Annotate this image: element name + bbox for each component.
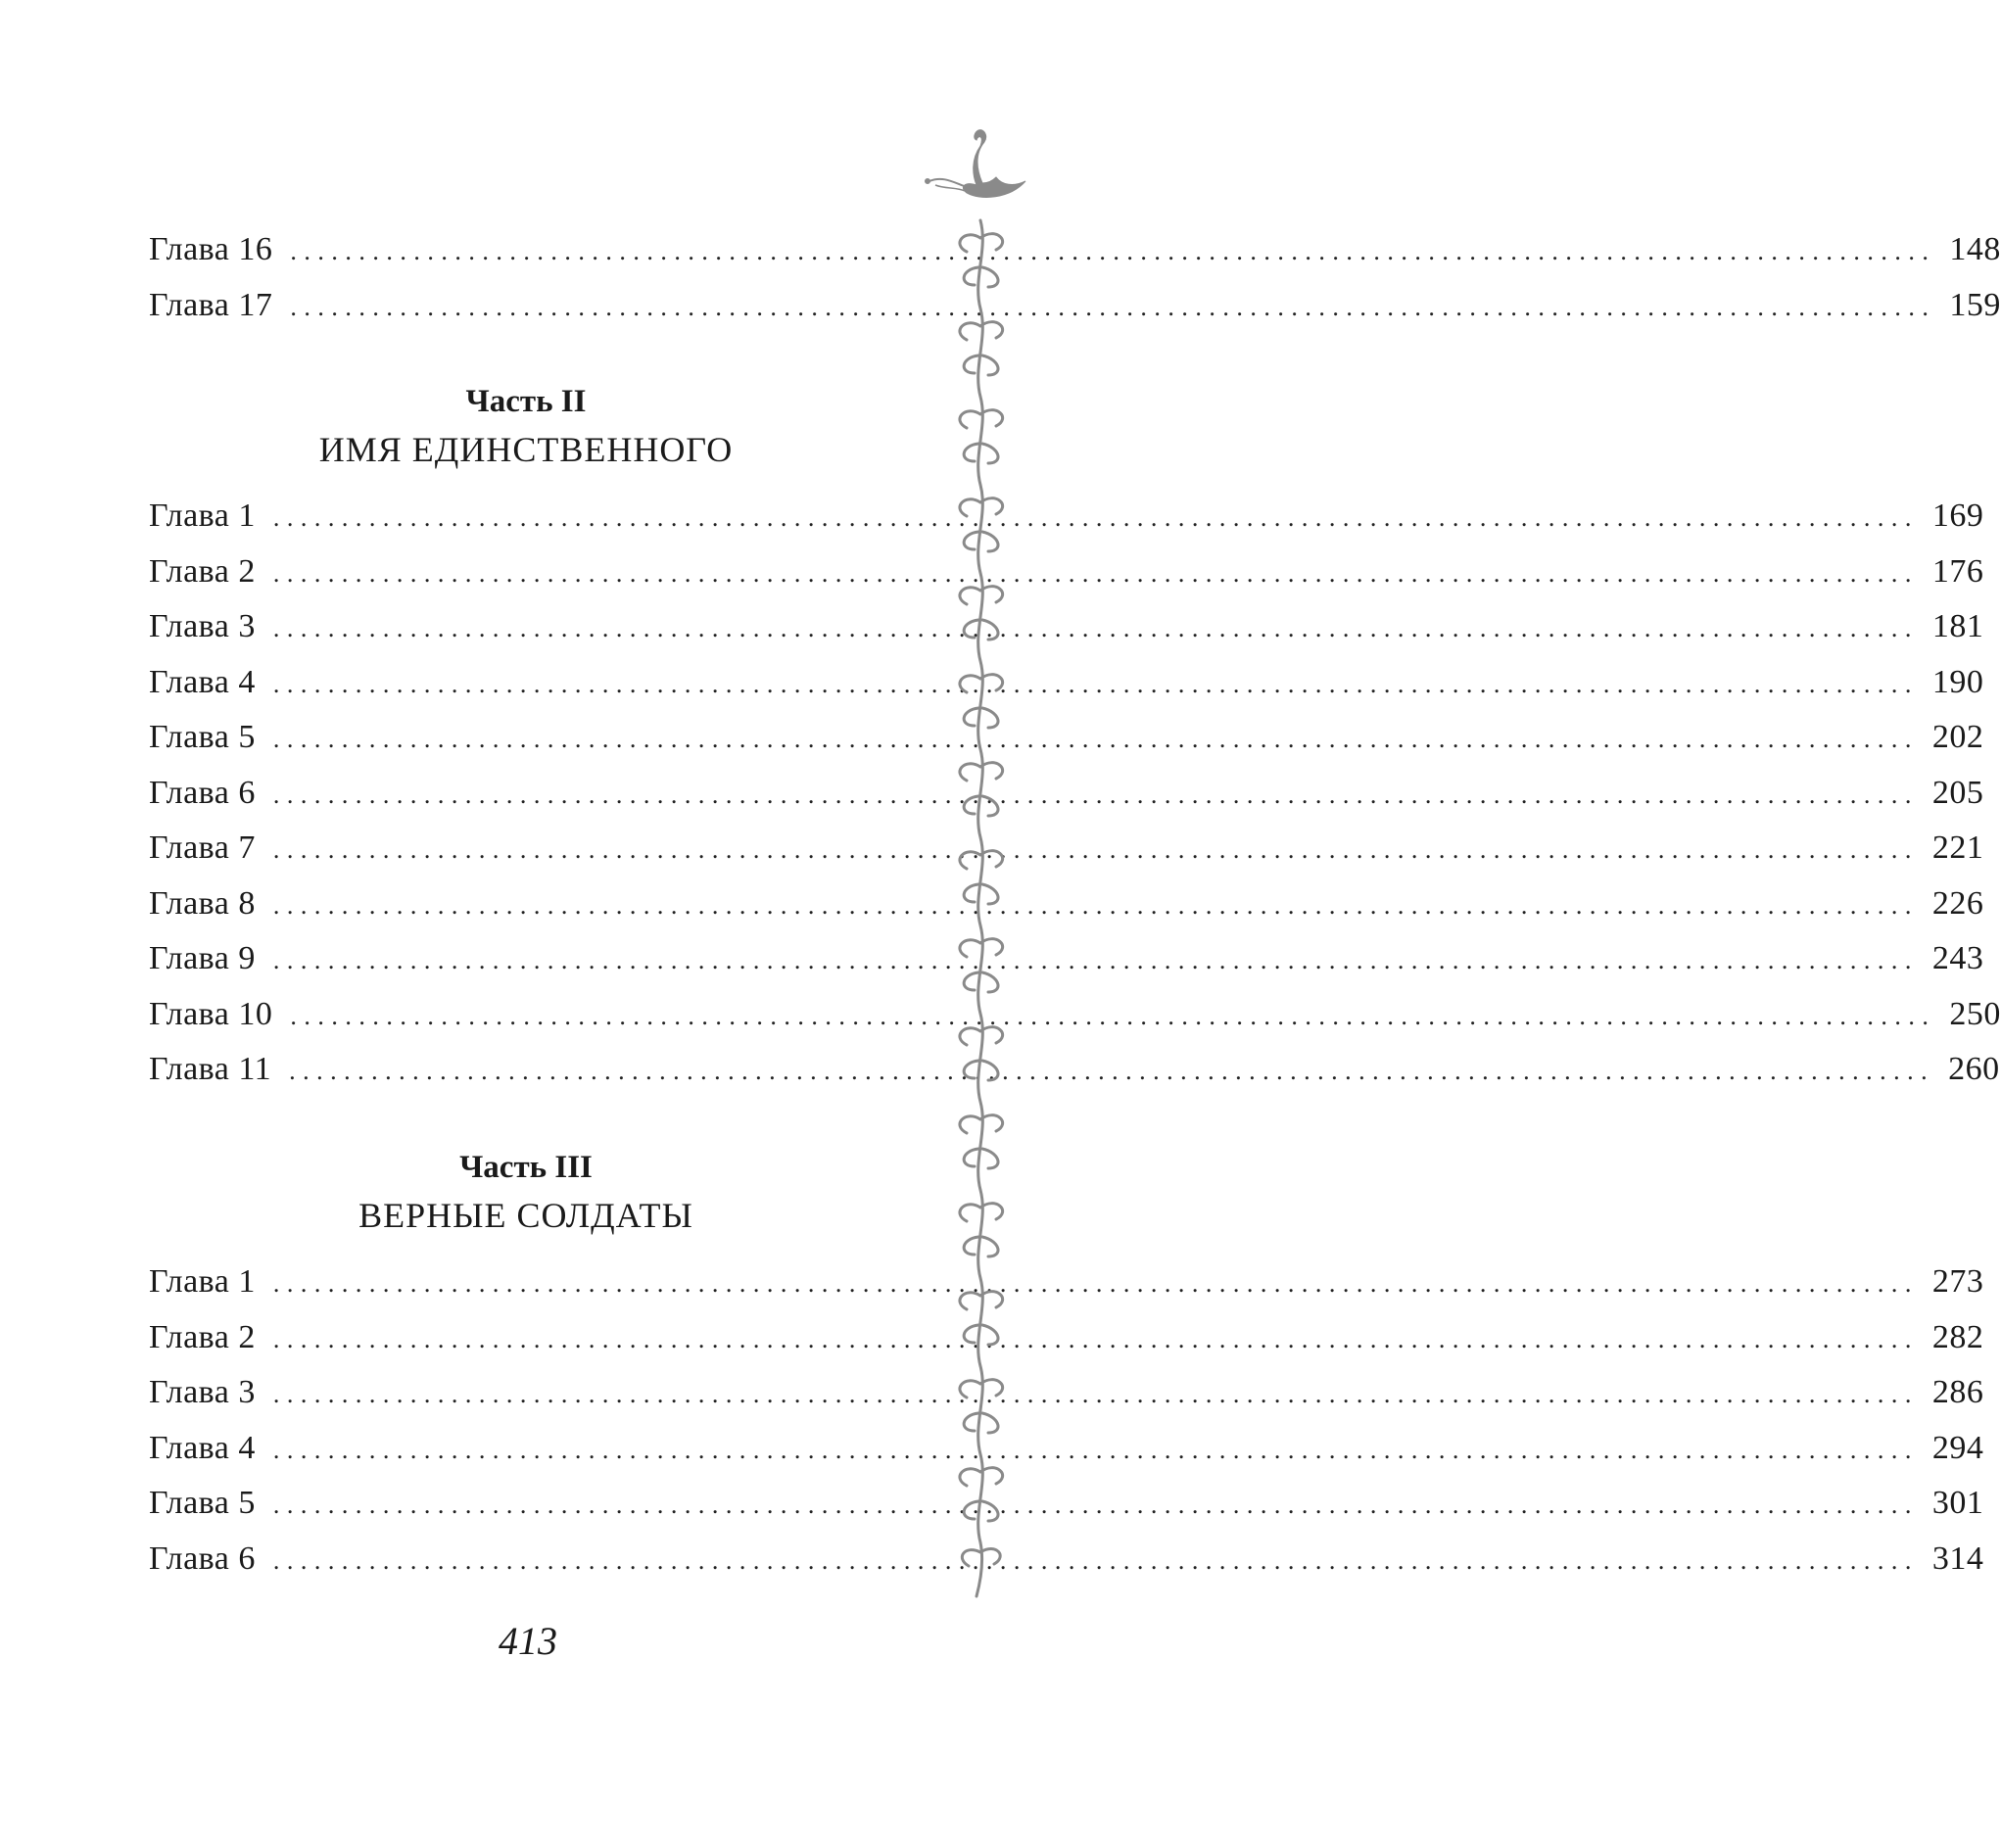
- chapter-page-number: 286: [1931, 1374, 1984, 1410]
- toc-entry: [149, 498, 1984, 543]
- chapter-page-number: 294: [1931, 1430, 1984, 1466]
- chapter-label: Глава 1: [149, 1263, 256, 1300]
- leader-dots: ........................................................................................................................: [272, 1436, 1919, 1464]
- chapter-page-number: 205: [1931, 775, 1984, 811]
- chapter-page-number: 273: [1931, 1263, 1984, 1300]
- toc-entry: [149, 608, 1984, 653]
- chapter-label: Глава 7: [149, 829, 256, 866]
- leader-dots: ........................................................................................................................: [272, 1491, 1919, 1519]
- chapter-label: Глава 4: [149, 664, 256, 700]
- chapter-page-number: 301: [1931, 1485, 1984, 1521]
- toc-entry: [149, 1540, 1984, 1586]
- leader-dots: ........................................................................................................................: [290, 293, 1936, 321]
- leader-dots: ........................................................................................................................: [272, 1380, 1919, 1408]
- chapter-label: Глава 2: [149, 1319, 256, 1355]
- chapter-label: Глава 11: [149, 1051, 272, 1087]
- chapter-page-number: 221: [1931, 829, 1984, 866]
- toc-entry: [149, 996, 2001, 1041]
- chapter-page-number: 169: [1931, 498, 1984, 534]
- chapter-label: Глава 3: [149, 1374, 256, 1410]
- swan-icon: [926, 130, 1026, 198]
- toc-entry: [149, 664, 1984, 709]
- chapter-label: Глава 6: [149, 775, 256, 811]
- toc-entry: [149, 885, 1984, 930]
- chapter-label: Глава 2: [149, 553, 256, 590]
- leader-dots: ........................................................................................................................: [272, 781, 1919, 809]
- ornament: [916, 113, 1053, 1640]
- chapter-label: Глава 16: [149, 231, 273, 267]
- leader-dots: ........................................................................................................................: [290, 237, 1936, 265]
- chapter-label: Глава 4: [149, 1430, 256, 1466]
- leader-dots: ........................................................................................................................: [272, 835, 1919, 864]
- toc-entry: [149, 940, 1984, 985]
- toc-entry: [149, 775, 1984, 820]
- toc-entry: [149, 553, 1984, 598]
- chapter-page-number: 159: [1949, 287, 2001, 323]
- part-name: ИМЯ ЕДИНСТВЕННОГО: [318, 430, 734, 469]
- chapter-label: Глава 10: [149, 996, 273, 1032]
- chapter-label: Глава 8: [149, 885, 256, 922]
- leader-dots: ........................................................................................................................: [272, 670, 1919, 698]
- leader-dots: ........................................................................................................................: [272, 614, 1919, 642]
- part-title: Часть III: [459, 1150, 593, 1185]
- chapter-page-number: 314: [1931, 1540, 1984, 1577]
- chapter-page-number: 226: [1931, 885, 1984, 922]
- part-name: ВЕРНЫЕ СОЛДАТЫ: [358, 1196, 693, 1235]
- chapter-label: Глава 9: [149, 940, 256, 976]
- chapter-label: Глава 17: [149, 287, 273, 323]
- leader-dots: ........................................................................................................................: [272, 503, 1919, 532]
- leader-dots: ........................................................................................................................: [289, 1057, 1935, 1085]
- leader-dots: ........................................................................................................................: [272, 946, 1919, 974]
- chapter-page-number: 148: [1949, 231, 2001, 267]
- leader-dots: ........................................................................................................................: [272, 1269, 1919, 1298]
- chapter-label: Глава 1: [149, 498, 256, 534]
- chapter-page-number: 202: [1931, 719, 1984, 755]
- chapter-label: Глава 3: [149, 608, 256, 644]
- leader-dots: ........................................................................................................................: [272, 1325, 1919, 1353]
- toc-entry: [149, 1319, 1984, 1364]
- chapter-label: Глава 5: [149, 719, 256, 755]
- chapter-page-number: 181: [1931, 608, 1984, 644]
- vine-border-icon: [960, 220, 1003, 1596]
- toc-entry: [149, 1485, 1984, 1530]
- leader-dots: ........................................................................................................................: [272, 1546, 1919, 1575]
- leader-dots: ........................................................................................................................: [272, 725, 1919, 753]
- chapter-page-number: 260: [1948, 1051, 2000, 1087]
- chapter-page-number: 250: [1949, 996, 2001, 1032]
- part-title: Часть II: [465, 384, 587, 419]
- chapter-page-number: 243: [1931, 940, 1984, 976]
- toc-entry: [149, 1051, 2000, 1096]
- chapter-page-number: 282: [1931, 1319, 1984, 1355]
- chapter-page-number: 190: [1931, 664, 1984, 700]
- toc-entry: [149, 719, 1984, 764]
- leader-dots: ........................................................................................................................: [272, 559, 1919, 588]
- page-number: 413: [499, 1619, 557, 1663]
- chapter-page-number: 176: [1931, 553, 1984, 590]
- leader-dots: ........................................................................................................................: [272, 891, 1919, 920]
- leader-dots: ........................................................................................................................: [290, 1002, 1936, 1030]
- chapter-label: Глава 5: [149, 1485, 256, 1521]
- toc-entry: [149, 287, 2001, 332]
- toc-entry: [149, 231, 2001, 276]
- toc-entry: [149, 1430, 1984, 1475]
- toc-entry: [149, 829, 1984, 875]
- chapter-label: Глава 6: [149, 1540, 256, 1577]
- toc-entry: [149, 1374, 1984, 1419]
- toc-entry: [149, 1263, 1984, 1308]
